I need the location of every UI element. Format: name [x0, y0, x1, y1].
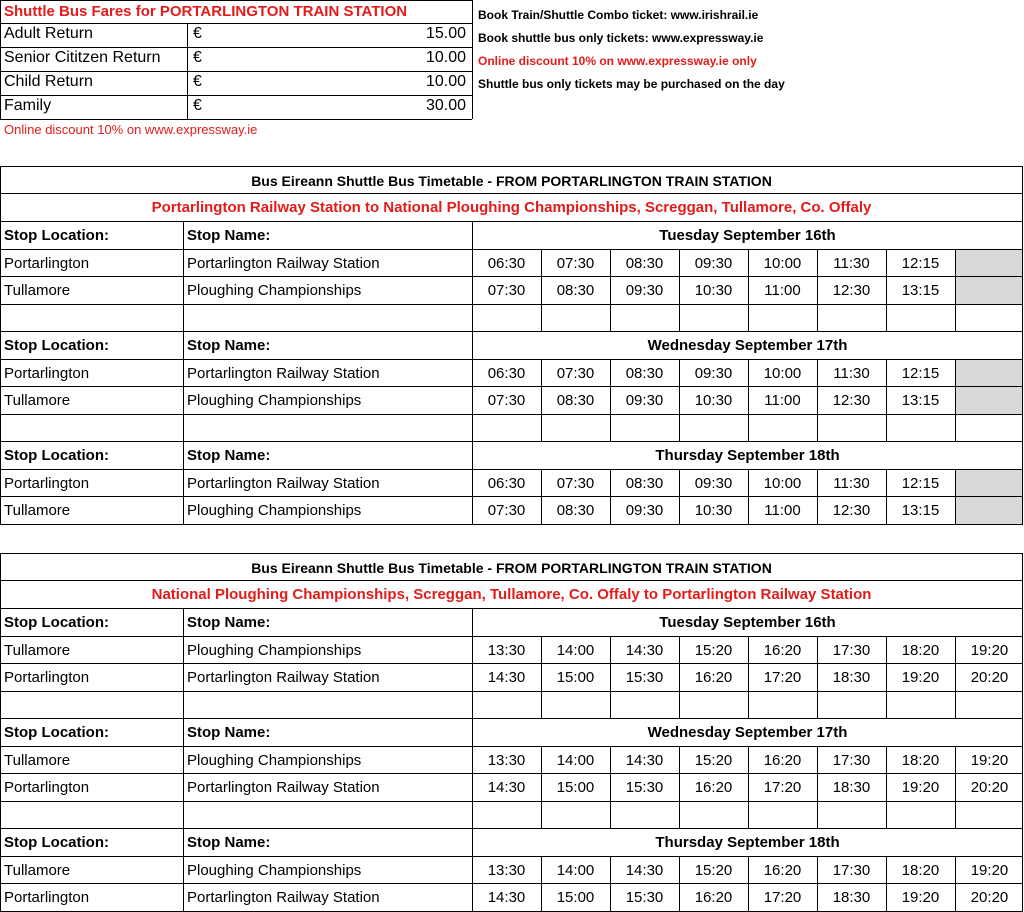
departure-time: 15:30 — [625, 779, 664, 796]
departure-time: 06:30 — [487, 254, 526, 272]
fare-row — [0, 96, 472, 120]
stop-name: Portarlington Railway Station — [187, 669, 380, 686]
stop-location: Tullamore — [4, 392, 71, 409]
departure-time: 14:30 — [487, 779, 526, 796]
stop-location: Portarlington — [4, 779, 90, 796]
day-header: Tuesday September 16th — [659, 614, 836, 631]
departure-time: 15:30 — [625, 889, 664, 906]
stop-name: Ploughing Championships — [187, 282, 362, 299]
stop-name: Ploughing Championships — [187, 502, 362, 519]
departure-time: 12:15 — [901, 474, 940, 492]
fare-label: Adult Return — [4, 25, 93, 42]
departure-time: 10:30 — [694, 392, 733, 409]
stop-location-header: Stop Location: — [4, 614, 109, 631]
fares-discount-note: Online discount 10% on www.expressway.ie — [4, 122, 258, 137]
departure-time: 13:15 — [901, 502, 940, 519]
fare-amount: 30.00 — [425, 97, 466, 114]
fare-amount: 10.00 — [425, 49, 466, 66]
stop-location-header: Stop Location: — [4, 724, 109, 741]
departure-time: 11:00 — [764, 502, 801, 519]
stop-location: Tullamore — [4, 282, 71, 299]
departure-time: 09:30 — [694, 254, 733, 272]
departure-time: 16:20 — [694, 779, 733, 796]
departure-time: 07:30 — [556, 474, 595, 492]
departure-time: 15:30 — [625, 669, 664, 686]
departure-time: 15:20 — [694, 861, 733, 879]
departure-time: 13:15 — [901, 282, 940, 299]
departure-time: 09:30 — [694, 364, 733, 382]
departure-time: 16:20 — [694, 669, 733, 686]
departure-time: 17:20 — [763, 669, 802, 686]
timetable-outbound — [0, 166, 1024, 525]
stop-location: Portarlington — [4, 669, 90, 686]
departure-time: 17:20 — [763, 889, 802, 906]
departure-time: 06:30 — [487, 364, 526, 382]
day-header: Thursday September 18th — [655, 834, 840, 851]
stop-name-header: Stop Name: — [187, 337, 271, 354]
stop-location-header: Stop Location: — [4, 227, 109, 244]
departure-time: 20:20 — [970, 889, 1009, 906]
fare-row — [0, 24, 472, 48]
departure-time: 11:30 — [833, 474, 870, 492]
departure-time: 07:30 — [556, 364, 595, 382]
departure-time: 14:30 — [625, 861, 664, 879]
departure-time: 17:20 — [763, 779, 802, 796]
departure-time: 18:20 — [901, 641, 940, 659]
fares-table — [0, 0, 475, 119]
departure-time: 12:30 — [832, 502, 871, 519]
departure-time: 17:30 — [832, 751, 871, 769]
stop-name: Portarlington Railway Station — [187, 474, 380, 492]
departure-time: 15:00 — [556, 779, 595, 796]
departure-time: 16:20 — [694, 889, 733, 906]
departure-time: 15:00 — [556, 889, 595, 906]
departure-time: 11:00 — [764, 392, 801, 409]
stop-name: Portarlington Railway Station — [187, 779, 380, 796]
stop-name: Ploughing Championships — [187, 392, 362, 409]
departure-time: 18:30 — [832, 669, 871, 686]
departure-time: 08:30 — [556, 282, 595, 299]
departure-time: 09:30 — [625, 502, 664, 519]
timetable-route: National Ploughing Championships, Screggan, Tullamore, Co. Offaly to Portarlington Railway Station — [151, 586, 872, 603]
departure-time: 06:30 — [487, 474, 526, 492]
departure-time: 08:30 — [625, 254, 664, 272]
day-header: Wednesday September 17th — [647, 724, 848, 741]
departure-time: 14:00 — [556, 861, 595, 879]
timetable-route: Portarlington Railway Station to National Ploughing Championships, Screggan, Tullamore, Co. Offaly — [151, 199, 872, 216]
stop-name-header: Stop Name: — [187, 447, 271, 464]
departure-time: 14:30 — [487, 669, 526, 686]
fare-label: Child Return — [4, 73, 93, 90]
fare-currency: € — [193, 25, 202, 42]
departure-time: 07:30 — [556, 254, 595, 272]
stop-name: Portarlington Railway Station — [187, 254, 380, 272]
departure-time: 13:15 — [901, 392, 940, 409]
departure-time: 13:30 — [487, 751, 526, 769]
departure-time: 18:30 — [832, 889, 871, 906]
departure-time: 14:00 — [556, 751, 595, 769]
departure-time: 08:30 — [556, 392, 595, 409]
departure-time: 12:30 — [832, 282, 871, 299]
departure-time: 14:00 — [556, 641, 595, 659]
stop-location: Tullamore — [4, 751, 71, 769]
departure-time: 19:20 — [901, 669, 940, 686]
fare-row — [0, 72, 472, 96]
departure-time: 10:30 — [694, 282, 733, 299]
stop-name: Ploughing Championships — [187, 641, 362, 659]
departure-time: 14:30 — [625, 641, 664, 659]
departure-time: 08:30 — [556, 502, 595, 519]
departure-time: 20:20 — [970, 669, 1009, 686]
departure-time: 18:20 — [901, 861, 940, 879]
departure-time: 12:15 — [901, 364, 940, 382]
stop-location: Tullamore — [4, 502, 71, 519]
note-shuttle-only-ticket: Book shuttle bus only tickets: www.expressway.ie — [478, 31, 764, 45]
fare-currency: € — [193, 97, 202, 114]
departure-time: 19:20 — [970, 751, 1009, 769]
departure-time: 17:30 — [832, 861, 871, 879]
note-online-discount: Online discount 10% on www.expressway.ie only — [478, 54, 757, 68]
departure-time: 10:00 — [763, 254, 802, 272]
day-header: Wednesday September 17th — [647, 337, 848, 354]
departure-time: 12:30 — [832, 392, 871, 409]
stop-name: Portarlington Railway Station — [187, 364, 380, 382]
fare-amount: 15.00 — [425, 25, 466, 42]
stop-location: Portarlington — [4, 364, 90, 382]
departure-time: 16:20 — [763, 861, 802, 879]
departure-time: 09:30 — [625, 392, 664, 409]
note-buy-on-day: Shuttle bus only tickets may be purchased on the day — [478, 77, 785, 91]
day-header: Thursday September 18th — [655, 447, 840, 464]
departure-time: 11:00 — [764, 282, 801, 299]
fare-label: Family — [4, 97, 52, 114]
departure-time: 18:20 — [901, 751, 940, 769]
stop-location-header: Stop Location: — [4, 447, 109, 464]
departure-time: 10:00 — [763, 364, 802, 382]
stop-location: Portarlington — [4, 474, 90, 492]
departure-time: 16:20 — [763, 641, 802, 659]
fare-row — [0, 48, 472, 72]
departure-time: 20:20 — [970, 779, 1009, 796]
fare-label: Senior Cititzen Return — [4, 49, 161, 66]
departure-time: 14:30 — [625, 751, 664, 769]
stop-name: Ploughing Championships — [187, 751, 362, 769]
stop-location: Portarlington — [4, 254, 90, 272]
departure-time: 17:30 — [832, 641, 871, 659]
fare-currency: € — [193, 49, 202, 66]
departure-time: 13:30 — [487, 861, 526, 879]
fare-amount: 10.00 — [425, 73, 466, 90]
departure-time: 15:20 — [694, 641, 733, 659]
stop-location: Portarlington — [4, 889, 90, 906]
stop-name-header: Stop Name: — [187, 614, 271, 631]
departure-time: 09:30 — [694, 474, 733, 492]
departure-time: 19:20 — [901, 889, 940, 906]
stop-name-header: Stop Name: — [187, 834, 271, 851]
stop-location-header: Stop Location: — [4, 834, 109, 851]
stop-location: Tullamore — [4, 641, 71, 659]
departure-time: 10:30 — [694, 502, 733, 519]
departure-time: 12:15 — [901, 254, 940, 272]
stop-location: Tullamore — [4, 861, 71, 879]
departure-time: 07:30 — [487, 502, 526, 519]
departure-time: 11:30 — [833, 254, 870, 272]
stop-location-header: Stop Location: — [4, 337, 109, 354]
day-header: Tuesday September 16th — [659, 227, 836, 244]
fare-currency: € — [193, 73, 202, 90]
stop-name-header: Stop Name: — [187, 227, 271, 244]
stop-name: Portarlington Railway Station — [187, 889, 380, 906]
timetable-title: Bus Eireann Shuttle Bus Timetable - FROM PORTARLINGTON TRAIN STATION — [251, 173, 772, 189]
departure-time: 15:00 — [556, 669, 595, 686]
departure-time: 19:20 — [970, 641, 1009, 659]
stop-name: Ploughing Championships — [187, 861, 362, 879]
timetable-return — [0, 553, 1024, 912]
departure-time: 07:30 — [487, 392, 526, 409]
departure-time: 08:30 — [625, 474, 664, 492]
departure-time: 16:20 — [763, 751, 802, 769]
departure-time: 08:30 — [625, 364, 664, 382]
departure-time: 10:00 — [763, 474, 802, 492]
departure-time: 09:30 — [625, 282, 664, 299]
departure-time: 19:20 — [901, 779, 940, 796]
departure-time: 19:20 — [970, 861, 1009, 879]
departure-time: 14:30 — [487, 889, 526, 906]
note-combo-ticket: Book Train/Shuttle Combo ticket: www.irishrail.ie — [478, 8, 759, 22]
departure-time: 13:30 — [487, 641, 526, 659]
departure-time: 15:20 — [694, 751, 733, 769]
departure-time: 11:30 — [833, 364, 870, 382]
departure-time: 18:30 — [832, 779, 871, 796]
departure-time: 07:30 — [487, 282, 526, 299]
stop-name-header: Stop Name: — [187, 724, 271, 741]
timetable-title: Bus Eireann Shuttle Bus Timetable - FROM PORTARLINGTON TRAIN STATION — [251, 560, 772, 576]
fares-title: Shuttle Bus Fares for PORTARLINGTON TRAIN STATION — [4, 3, 408, 20]
